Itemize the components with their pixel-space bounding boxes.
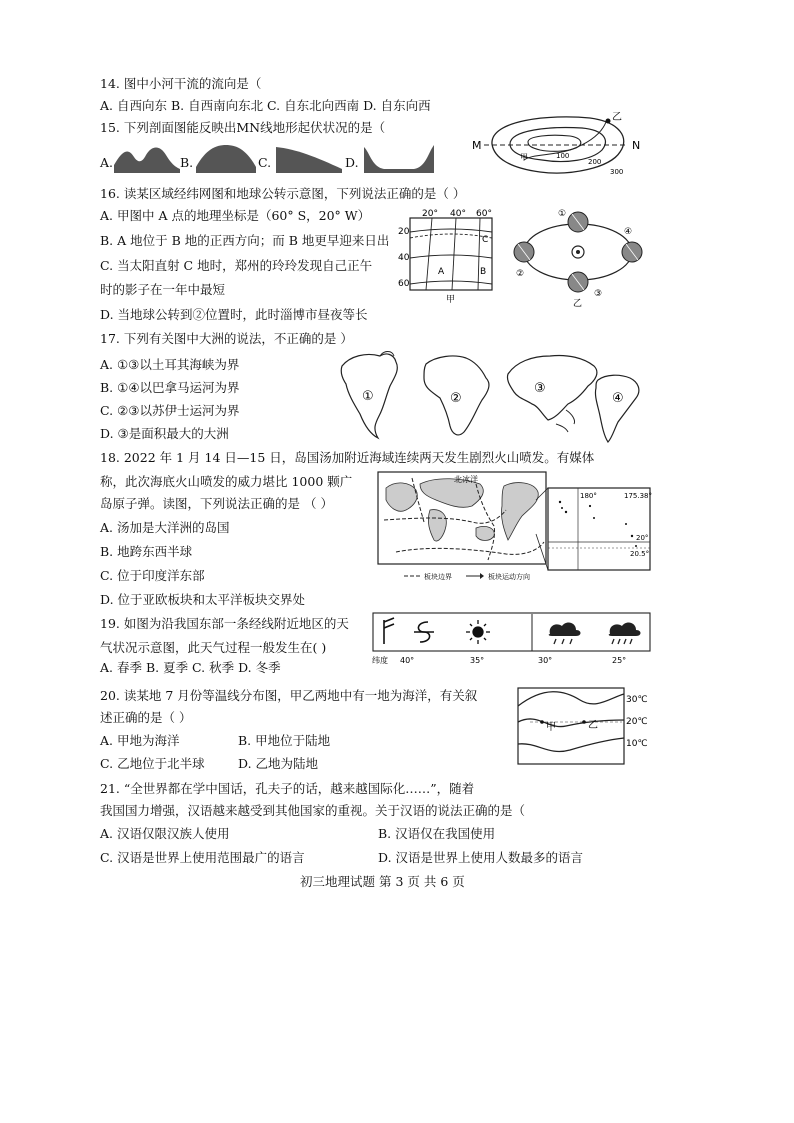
q21-line1: 21. “全世界都在学中国话，孔夫子的话，越来越国际化……”，随着 — [100, 781, 475, 796]
orbit-figure — [510, 204, 650, 310]
orbit-pos-4: ④ — [624, 227, 633, 237]
inset-label-175: 175.38° — [624, 492, 652, 500]
q18-option-b: B. 地跨东西半球 — [100, 544, 193, 559]
iso-label-10: 10℃ — [626, 739, 648, 749]
weather-axis-label: 纬度 — [372, 656, 388, 665]
q20-option-d: D. 乙地为陆地 — [238, 756, 319, 771]
grid-lon-60: 60° — [476, 209, 492, 219]
weather-tick-25: 25° — [612, 656, 627, 665]
iso-label-yi: 乙 — [588, 720, 598, 731]
inset-label-20: 20° — [636, 534, 649, 542]
legend-motion: 板块运动方向 — [488, 573, 530, 581]
q15-stem: 15. 下列剖面图能反映出MN线地形起伏状况的是（ — [100, 120, 386, 135]
weather-tick-40: 40° — [400, 656, 415, 665]
q18-line1: 18. 2022 年 1 月 14 日—15 日，岛国汤加附近海域连续两天发生剧烈火山喷发。有媒体 — [100, 450, 595, 465]
q21-option-c: C. 汉语是世界上使用范围最广的语言 — [100, 850, 305, 865]
contour-map-figure — [470, 108, 650, 182]
continent-label-4: ④ — [612, 391, 624, 406]
weather-strip-figure — [372, 612, 652, 668]
q16-option-c-line2: 时的影子在一年中最短 — [100, 282, 226, 297]
q19-line2: 气状况示意图，此天气过程一般发生在( ) — [100, 640, 327, 655]
q14-stem: 14. 图中小河干流的流向是（ — [100, 76, 262, 91]
q17-option-c: C. ②③以苏伊士运河为界 — [100, 403, 240, 418]
iso-label-20: 20℃ — [626, 717, 648, 727]
legend-boundary: 板块边界 — [424, 573, 452, 581]
q17-option-d: D. ③是面积最大的大洲 — [100, 426, 229, 441]
grid-lat-40: 40 — [398, 253, 410, 263]
profile-b-figure — [196, 143, 256, 173]
latlon-grid-figure — [396, 208, 504, 304]
page-footer: 初三地理试题 第 3 页 共 6 页 — [300, 874, 465, 889]
q18-line2: 称，此次海底火山喷发的威力堪比 1000 颗广 — [100, 474, 353, 489]
q19-line1: 19. 如图为沿我国东部一条经线附近地区的天 — [100, 616, 349, 631]
orbit-pos-3: ③ — [594, 289, 603, 299]
plate-map-ocean: 北冰洋 — [454, 475, 478, 484]
q16-option-a: A. 甲图中 A 点的地理坐标是（60° S，20° W） — [100, 208, 371, 223]
q21-option-b: B. 汉语仅在我国使用 — [378, 826, 496, 841]
plate-map-figure — [376, 470, 652, 582]
q18-option-a: A. 汤加是大洋洲的岛国 — [100, 520, 230, 535]
q21-line2: 我国国力增强，汉语越来越受到其他国家的重视。关于汉语的说法正确的是（ — [100, 803, 526, 818]
grid-point-a: A — [438, 267, 445, 277]
q20-option-c: C. 乙地位于北半球 — [100, 756, 205, 771]
contour-label-m: M — [472, 139, 482, 152]
q16-option-d: D. 当地球公转到②位置时，此时淄博市昼夜等长 — [100, 307, 368, 322]
continent-label-3: ③ — [534, 381, 546, 396]
contour-label-yi: 乙 — [612, 112, 622, 123]
q19-options: A. 春季 B. 夏季 C. 秋季 D. 冬季 — [100, 660, 281, 675]
contour-label-jia: 甲 — [520, 153, 528, 162]
q16-stem: 16. 读某区域经纬网图和地球公转示意图，下列说法正确的是（ ） — [100, 186, 466, 201]
grid-lon-20: 20° — [422, 209, 438, 219]
grid-point-c: C — [482, 235, 489, 245]
q21-option-d: D. 汉语是世界上使用人数最多的语言 — [378, 850, 584, 865]
q16-option-b: B. A 地位于 B 地的正西方向；而 B 地更早迎来日出 — [100, 233, 390, 248]
q14-options: A. 自西向东 B. 自西南向东北 C. 自东北向西南 D. 自东向西 — [100, 98, 431, 113]
iso-label-30: 30℃ — [626, 695, 648, 705]
q16-option-c-line1: C. 当太阳直射 C 地时，郑州的玲玲发现自己正午 — [100, 258, 373, 273]
contour-label-200: 200 — [588, 158, 602, 166]
iso-label-jia: 甲 — [546, 722, 556, 733]
grid-lat-60: 60 — [398, 279, 410, 289]
contour-label-100: 100 — [556, 152, 570, 160]
weather-tick-35: 35° — [470, 656, 485, 665]
weather-tick-30: 30° — [538, 656, 553, 665]
continent-label-1: ① — [362, 389, 374, 404]
q17-option-b: B. ①④以巴拿马运河为界 — [100, 380, 240, 395]
inset-label-180: 180° — [580, 492, 597, 500]
orbit-caption: 乙 — [573, 299, 583, 309]
orbit-pos-1: ① — [558, 209, 567, 219]
grid-lon-40: 40° — [450, 209, 466, 219]
profile-a-figure — [114, 143, 180, 173]
q21-option-a: A. 汉语仅限汉族人使用 — [100, 826, 230, 841]
q15-option-a: A. — [100, 155, 114, 170]
isotherm-figure — [514, 684, 654, 768]
inset-label-205: 20.5° — [630, 550, 650, 558]
contour-label-300: 300 — [610, 168, 624, 176]
grid-lat-20: 20 — [398, 227, 410, 237]
q15-option-d: D. — [345, 155, 359, 170]
profile-c-figure — [276, 143, 342, 173]
q18-option-c: C. 位于印度洋东部 — [100, 568, 205, 583]
grid-caption: 甲 — [446, 295, 456, 304]
q18-line3: 岛原子弹。读图，下列说法正确的是 （ ） — [100, 496, 333, 511]
q20-option-b: B. 甲地位于陆地 — [238, 733, 331, 748]
profile-d-figure — [364, 143, 434, 173]
q15-option-c: C. — [258, 155, 272, 170]
q15-option-b: B. — [180, 155, 194, 170]
q20-line2: 述正确的是（ ） — [100, 710, 192, 725]
orbit-pos-2: ② — [516, 269, 525, 279]
contour-label-n: N — [632, 139, 641, 152]
q20-option-a: A. 甲地为海洋 — [100, 733, 180, 748]
continents-figure — [336, 348, 646, 446]
q20-line1: 20. 读某地 7 月份等温线分布图，甲乙两地中有一地为海洋，有关叙 — [100, 688, 478, 703]
continent-label-2: ② — [450, 391, 462, 406]
q17-option-a: A. ①③以土耳其海峡为界 — [100, 357, 240, 372]
q18-option-d: D. 位于亚欧板块和太平洋板块交界处 — [100, 592, 306, 607]
grid-point-b: B — [480, 267, 487, 277]
q17-stem: 17. 下列有关图中大洲的说法，不正确的是 ） — [100, 331, 353, 346]
